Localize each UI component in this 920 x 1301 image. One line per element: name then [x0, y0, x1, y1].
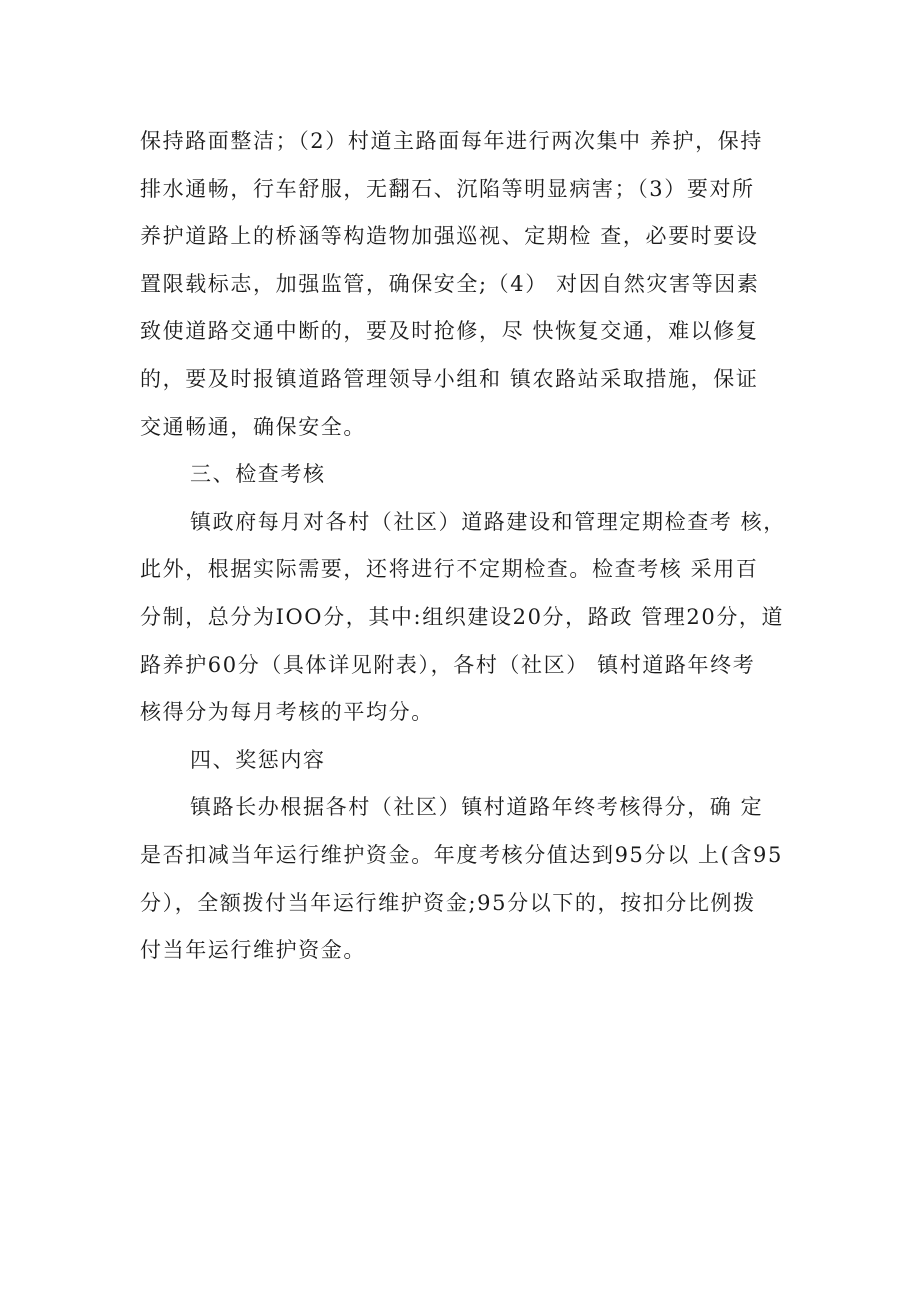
paragraph-line: 付当年运行维护资金。 — [140, 938, 366, 963]
paragraph-line: 交通畅通，确保安全。 — [140, 414, 366, 439]
section-heading-rewards: 四、奖惩内容 — [190, 747, 326, 772]
paragraph-line: 此外，根据实际需要，还将进行不定期检查。检查考核 采用百 — [140, 557, 759, 582]
paragraph-line: 养护道路上的桥涵等构造物加强巡视、定期检 查，必要时要设 — [140, 224, 759, 249]
paragraph-line: 路养护60分（具体详见附表），各村（社区） 镇村道路年终考 — [140, 652, 756, 677]
paragraph-line: 置限载标志，加强监管，确保安全;（4） 对因自然灾害等因素 — [140, 271, 760, 296]
paragraph-line: 保持路面整洁；（2）村道主路面每年进行两次集中 养护，保持 — [140, 129, 763, 153]
paragraph-line: 是否扣减当年运行维护资金。年度考核分值达到95分以 上(含95 — [140, 842, 783, 867]
paragraph-line: 排水通畅，行车舒服，无翻石、沉陷等明显病害；（3）要对所 — [140, 176, 755, 201]
paragraph-line: 分），全额拨付当年运行维护资金;95分以下的，按扣分比例拨 — [140, 890, 756, 915]
paragraph-line: 镇路长办根据各村（社区）镇村道路年终考核得分，确 定 — [190, 795, 764, 820]
body-text — [140, 118, 785, 975]
paragraph-line: 的，要及时报镇道路管理领导小组和 镇农路站采取措施，保证 — [140, 366, 759, 391]
paragraph-line: 致使道路交通中断的，要及时抢修，尽 快恢复交通，难以修复 — [140, 319, 759, 344]
paragraph-line: 分制，总分为IOO分，其中:组织建设20分，路政 管理20分，道 — [140, 604, 785, 629]
section-heading-inspection: 三、检查考核 — [190, 462, 326, 487]
paragraph-line: 核得分为每月考核的平均分。 — [140, 700, 434, 725]
paragraph-line: 镇政府每月对各村（社区）道路建设和管理定期检查考 核， — [190, 509, 786, 534]
